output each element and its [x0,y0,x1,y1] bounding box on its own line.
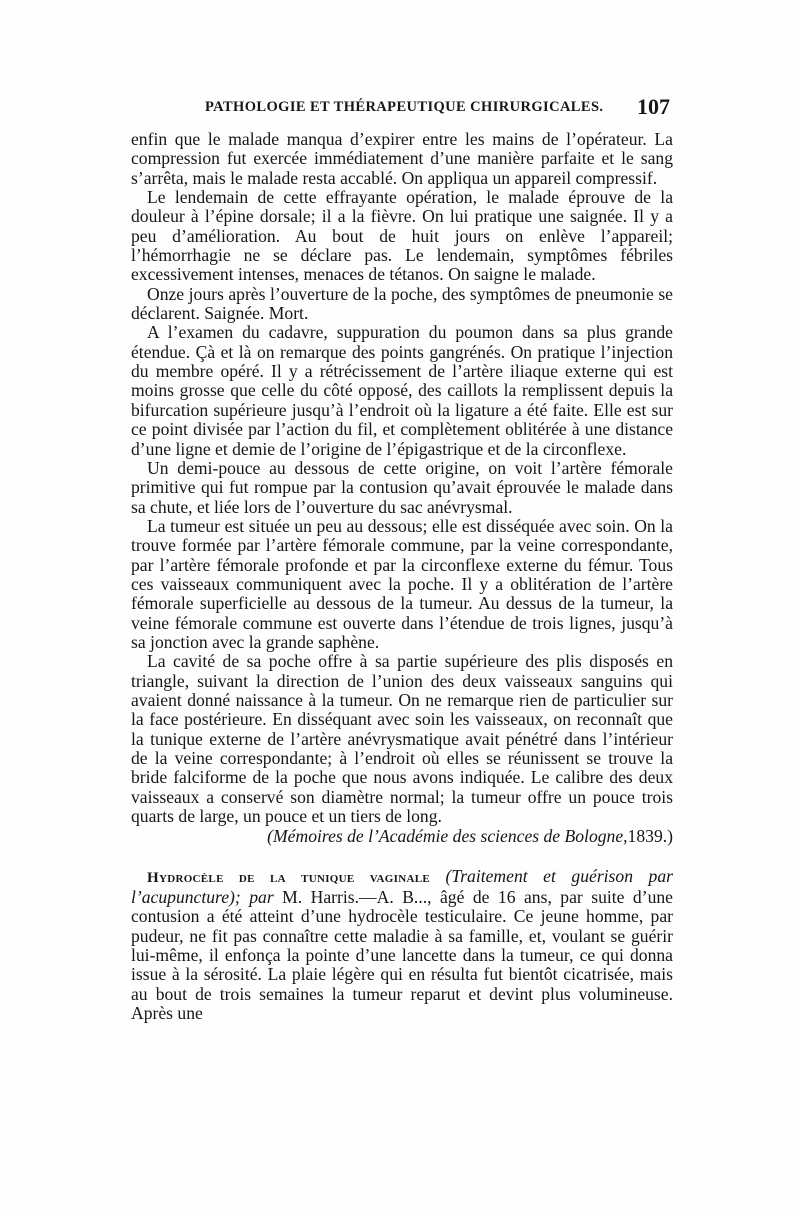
page-header [205,94,670,123]
citation [131,827,673,846]
paragraph: enfin que le malade manqua d’expirer entre les mains de l’opérateur. La compression fut exercée immédiatement d’une manière parfaite et le sang s’arrêta, mais le malade resta accablé. On appliqua un appareil compressif. [131,129,673,188]
paragraph: La tumeur est située un peu au dessous; elle est disséquée avec soin. On la trouve formée par l’artère fémorale commune, par la veine correspondante, par l’artère fémorale profonde et par la circonflexe externe du fémur. Tous ces vaisseaux communiquent avec la poche. Il y a oblitération de l’artère fémorale superficielle au dessous de la tumeur. Au dessus de la tumeur, la veine fémorale commune est ouverte dans l’étendue de trois lignes, jusqu’à sa jonction avec la grande saphène. [131,515,673,652]
section-hydrocele [131,867,673,1024]
section-author: M. Harris. [282,887,360,908]
citation-year: 1839.) [627,826,673,847]
section-subtitle: (Traitement et guérison par l’acupuncture); [131,865,673,908]
section-heading: Hydrocèle de la tunique vaginale [147,869,430,886]
body-text [131,130,673,1023]
paragraph: Onze jours après l’ouverture de la poche, des symptômes de pneumonie se déclarent. Saignée. Mort. [131,283,673,324]
paragraph: La cavité de sa poche offre à sa partie supérieure des plis disposés en triangle, suivant la direction de l’union des deux vaisseaux sanguins qui avaient donné naissance à la tumeur. On ne remarque rien de particulier sur la face postérieure. En disséquant avec soin les vaisseaux, on reconnaît que la tunique externe de l’artère anévrysmatique avait pénétré dans l’intérieur de la veine correspondante; à l’endroit où elles se réunissent se trouve la bride falciforme de la poche que nous avons indiquée. Le calibre des deux vaisseaux a conservé son diamètre normal; la tumeur offre un pouce trois quarts de large, un pouce et un tiers de long. [131,651,673,827]
citation-source: (Mémoires de l’Académie des sciences de Bologne, [267,826,628,847]
running-head: PATHOLOGIE ET THÉRAPEUTIQUE CHIRURGICALES. [205,99,604,115]
paragraph: Le lendemain de cette effrayante opération, le malade éprouve de la douleur à l’épine dorsale; il a la fièvre. On lui pratique une saignée. Il y a peu d’amélioration. Au bout de huit jours on enlève l’appareil; l’hémorrhagie ne se déclare pas. Le lendemain, symptômes fébriles excessivement intenses, menaces de tétanos. On saigne le malade. [131,187,673,285]
paragraph: A l’examen du cadavre, suppuration du poumon dans sa plus grande étendue. Çà et là on remarque des points gangrénés. On pratique l’injection du membre opéré. Il y a rétrécissement de l’artère iliaque externe qui est moins grosse que celle du côté opposé, des caillots la remplissent depuis la bifurcation supérieure jusqu’à l’endroit où la ligature a été faite. Elle est sur ce point divisée par l’action du fil, et complètement oblitérée à une distance d’une ligne et demie de l’origine de l’épigastrique et de la circonflexe. [131,322,673,459]
page-number: 107 [637,94,670,119]
section-text: —A. B..., âgé de 16 ans, par suite d’une contusion a été atteint d’une hydrocèle testiculaire. Ce jeune homme, par pudeur, ne fit pas connaître cette maladie à sa famille, et, voulant se guérir lui-même, il enfonça la pointe d’une lancette dans la tumeur, ce qui donna issue à la sérosité. La plaie légère qui en résulta fut bientôt cicatrisée, mais au bout de trois semaines la tumeur reparut et devint plus volumineuse. Après une [131,887,673,1024]
paragraph: Un demi-pouce au dessous de cette origine, on voit l’artère fémorale primitive qui fut rompue par la contusion qu’avait éprouvée le malade dans sa chute, et liée lors de l’ouverture du sac anévrysmal. [131,457,673,517]
section-by: par [249,887,274,908]
